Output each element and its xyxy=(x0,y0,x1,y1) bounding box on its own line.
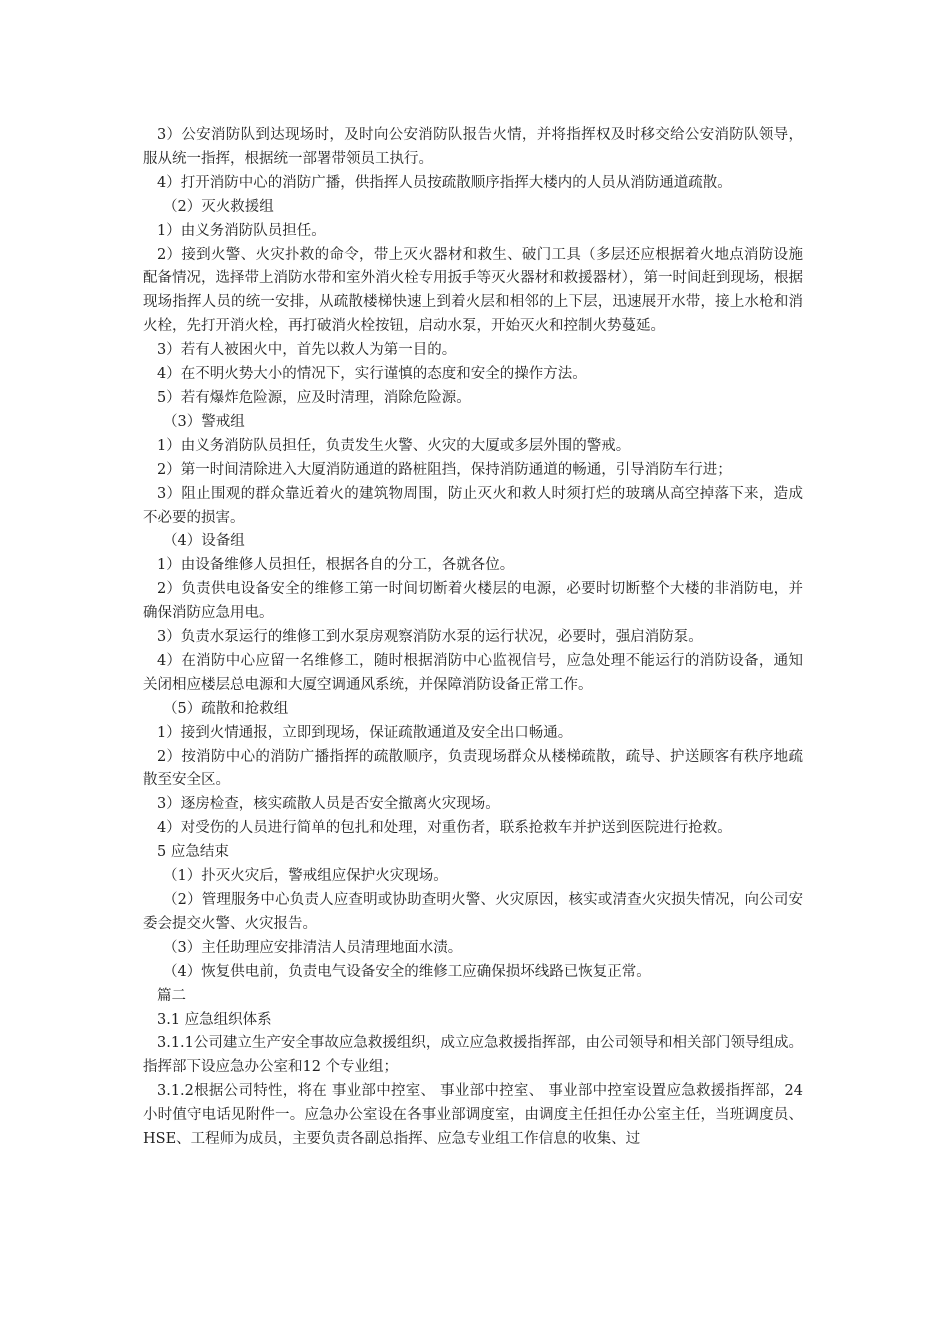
paragraph: 2）负责供电设备安全的维修工第一时间切断着火楼层的电源，必要时切断整个大楼的非消防电，并确保消防应急用电。 xyxy=(143,581,803,622)
document-body xyxy=(143,124,803,1152)
paragraph: 1）接到火情通报，立即到现场，保证疏散通道及安全出口畅通。 xyxy=(157,724,573,741)
paragraph: 2）接到火警、火灾扑救的命令，带上灭火器材和救生、破门工具（多层还应根据着火地点消防设施配备情况，选择带上消防水带和室外消火栓专用扳手等灭火器材和救援器材），第一时间赶到现场，根据现场指挥人员的统一安排，从疏散楼梯快速上到着火层和相邻的上下层，迅速展开水带，接上水枪和消火栓，先打开消火栓，再打破消火栓按钮，启动水泵，开始灭火和控制火势蔓延。 xyxy=(143,246,803,335)
paragraph: 4）在消防中心应留一名维修工，随时根据消防中心监视信号，应急处理不能运行的消防设备，通知关闭相应楼层总电源和大厦空调通风系统，并保障消防设备正常工作。 xyxy=(143,652,803,693)
paragraph: 3）逐房检查，核实疏散人员是否安全撤离火灾现场。 xyxy=(157,796,500,813)
paragraph: 1）由义务消防队员担任，负责发生火警、火灾的大厦或多层外围的警戒。 xyxy=(157,437,631,454)
paragraph: 5）若有爆炸危险源，应及时清理，消除危险源。 xyxy=(157,389,471,406)
paragraph: （4）恢复供电前，负责电气设备安全的维修工应确保损坏线路已恢复正常。 xyxy=(163,963,651,980)
section-heading: （5）疏散和抢救组 xyxy=(163,700,289,717)
paragraph: 3）若有人被困火中，首先以救人为第一目的。 xyxy=(157,342,457,359)
paragraph: 3）负责水泵运行的维修工到水泵房观察消防水泵的运行状况，必要时，强启消防泵。 xyxy=(157,629,703,646)
paragraph: 4）打开消防中心的消防广播，供指挥人员按疏散顺序指挥大楼内的人员从消防通道疏散。 xyxy=(157,174,732,191)
section-heading: 3.1 应急组织体系 xyxy=(157,1011,272,1028)
paragraph: 1）由义务消防队员担任。 xyxy=(157,222,326,239)
paragraph: 3.1.1公司建立生产安全事故应急救援组织，成立应急救援指挥部，由公司领导和相关部门领导组成。指挥部下设应急办公室和12 个专业组； xyxy=(143,1035,803,1076)
paragraph: 3.1.2根据公司特性，将在 事业部中控室、 事业部中控室、 事业部中控室设置应急救援指挥部，24小时值守电话见附件一。应急办公室设在各事业部调度室，由调度主任担任办公室主任，当班调度员、HSE、工程师为成员，主要负责各副总指挥、应急专业组工作信息的收集、过 xyxy=(143,1083,803,1148)
paragraph: 1）由设备维修人员担任，根据各自的分工，各就各位。 xyxy=(157,557,515,574)
section-heading: 5 应急结束 xyxy=(157,844,229,861)
paragraph: （2）管理服务中心负责人应查明或协助查明火警、火灾原因，核实或清查火灾损失情况，向公司安委会提交火警、火灾报告。 xyxy=(143,892,803,932)
paragraph: 2）按消防中心的消防广播指挥的疏散顺序，负责现场群众从楼梯疏散，疏导、护送顾客有秩序地疏散至安全区。 xyxy=(143,748,803,789)
paragraph: （1）扑灭火灾后，警戒组应保护火灾现场。 xyxy=(163,868,448,885)
section-heading: （4）设备组 xyxy=(163,533,245,550)
paragraph: 2）第一时间清除进入大厦消防通道的路桩阻挡，保持消防通道的畅通，引导消防车行进； xyxy=(157,461,732,478)
paragraph: 3）阻止围观的群众靠近着火的建筑物周围，防止灭火和救人时须打烂的玻璃从高空掉落下来，造成不必要的损害。 xyxy=(143,485,803,526)
paragraph: 3）公安消防队到达现场时，及时向公安消防队报告火情，并将指挥权及时移交给公安消防队领导，服从统一指挥，根据统一部署带领员工执行。 xyxy=(143,127,803,167)
paragraph: 4）对受伤的人员进行简单的包扎和处理，对重伤者，联系抢救车并护送到医院进行抢救。 xyxy=(157,820,732,837)
section-heading: 篇二 xyxy=(157,987,186,1004)
section-heading: （3）警戒组 xyxy=(163,413,245,430)
paragraph: 4）在不明火势大小的情况下，实行谨慎的态度和安全的操作方法。 xyxy=(157,366,587,383)
section-heading: （2）灭火救援组 xyxy=(163,198,274,215)
paragraph: （3）主任助理应安排清洁人员清理地面水渍。 xyxy=(163,939,463,956)
